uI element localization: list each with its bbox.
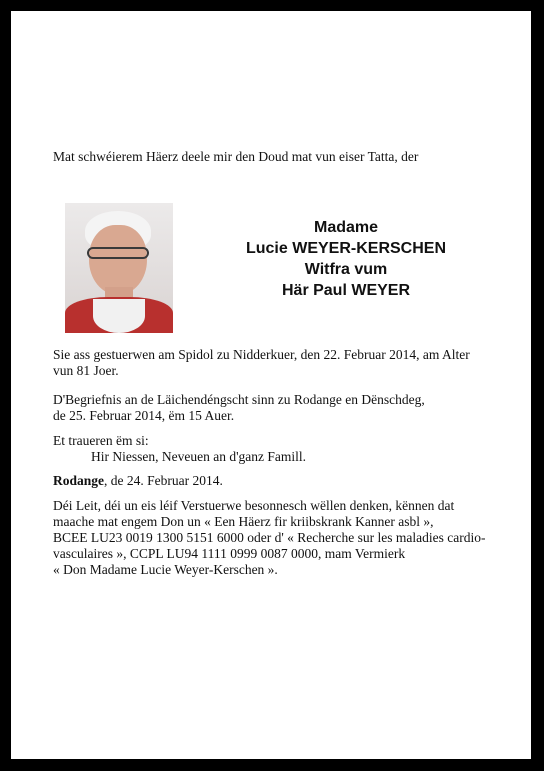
name-title: Madame bbox=[313, 219, 379, 236]
mourners-list: Hir Niessen, Neveuen an d'ganz Famill. bbox=[91, 449, 306, 464]
donation-notice bbox=[53, 498, 503, 578]
deceased-name: Lucie WEYER-KERSCHEN bbox=[245, 240, 447, 257]
funeral-line: de 25. Februar 2014, ëm 15 Auer. bbox=[53, 408, 235, 423]
widow-of: Witfra vum bbox=[304, 261, 388, 278]
dateline-date: , de 24. Februar 2014. bbox=[104, 473, 223, 488]
funeral-line: D'Begriefnis an de Läichendéngscht sinn zu Rodange en Dënschdeg, bbox=[53, 392, 425, 407]
donation-line: vasculaires », CCPL LU94 1111 0999 0087 0000, mam Vermierk bbox=[53, 546, 406, 561]
mourners bbox=[53, 433, 503, 465]
donation-line: maache mat engem Don un « Een Häerz fir kriibskrank Kanner asbl », bbox=[53, 514, 434, 529]
obituary-page bbox=[11, 11, 531, 759]
dateline bbox=[53, 473, 503, 489]
death-notice-line: Sie ass gestuerwen am Spidol zu Nidderkuer, den 22. Februar 2014, am Alter bbox=[53, 347, 470, 362]
husband-name: Här Paul WEYER bbox=[281, 282, 411, 299]
death-notice-line: vun 81 Joer. bbox=[53, 363, 119, 378]
funeral-notice bbox=[53, 392, 503, 424]
death-notice bbox=[53, 347, 503, 379]
mourners-heading: Et traueren ëm si: bbox=[53, 433, 149, 448]
intro-text: Mat schwéierem Häerz deele mir den Doud mat vun eiser Tatta, der bbox=[53, 149, 419, 164]
donation-line: « Don Madame Lucie Weyer-Kerschen ». bbox=[53, 562, 278, 577]
donation-line: Déi Leit, déi un eis léif Verstuerwe besonnesch wëllen denken, kënnen dat bbox=[53, 498, 455, 513]
donation-line: BCEE LU23 0019 1300 5151 6000 oder d' « Recherche sur les maladies cardio- bbox=[53, 530, 486, 545]
portrait-photo bbox=[65, 203, 173, 333]
name-block bbox=[221, 217, 471, 301]
dateline-place: Rodange bbox=[53, 473, 105, 488]
